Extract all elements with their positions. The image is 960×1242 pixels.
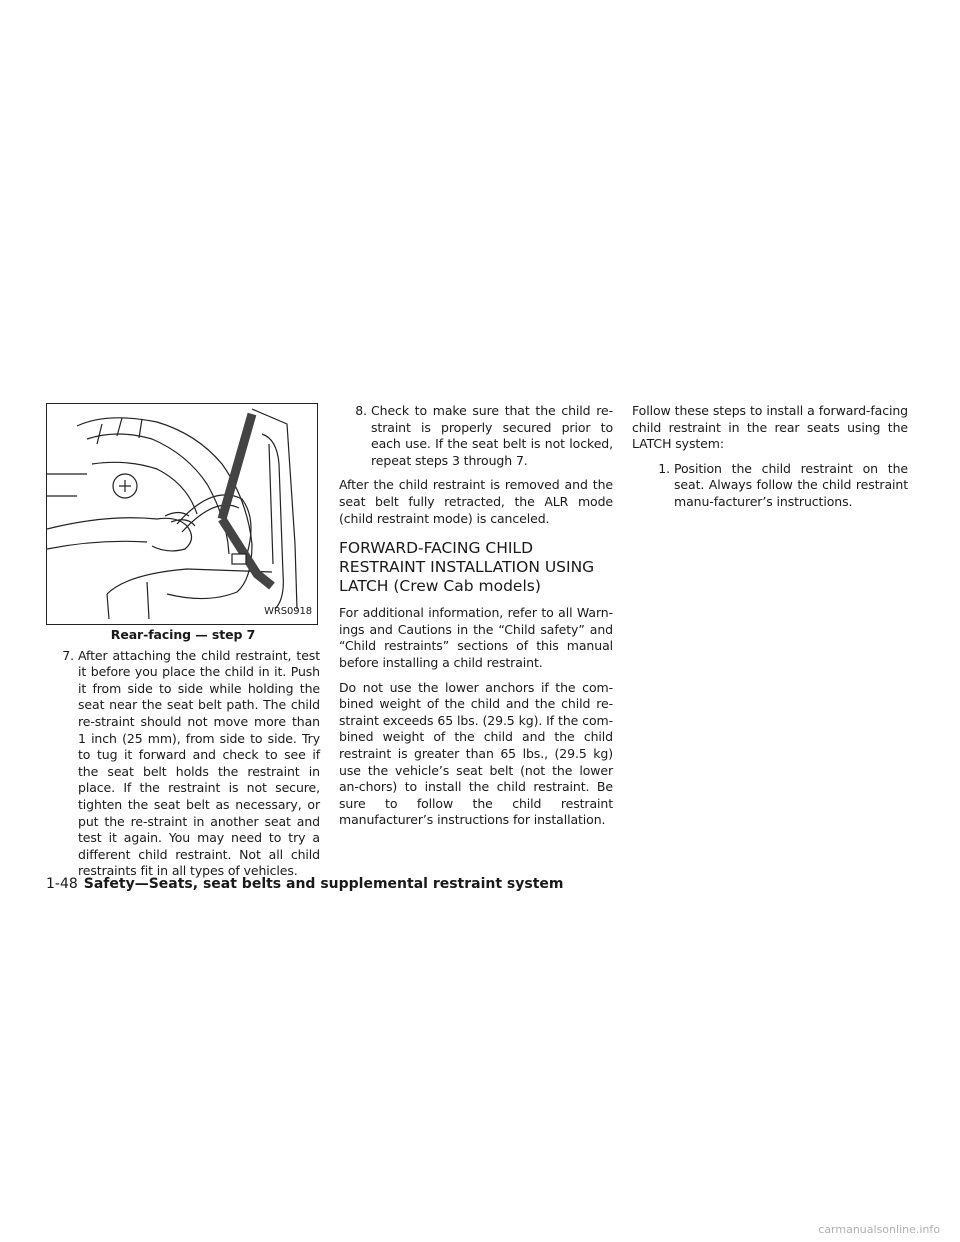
child-seat-drawing xyxy=(47,404,316,623)
column-1 xyxy=(46,403,320,888)
paragraph-additional-info: For additional information, refer to all Warn-ings and Cautions in the “Child safety” and “Child restraints” sections of this manual before installing a child restraint. xyxy=(339,605,613,670)
paragraph-alr-canceled: After the child restraint is removed and the seat belt fully retracted, the ALR mode (child restraint mode) is canceled. xyxy=(339,477,613,526)
step-number: 7. xyxy=(62,647,74,663)
step-number: 1. xyxy=(658,460,670,476)
figure-caption: Rear-facing — step 7 xyxy=(110,627,256,642)
column-2 xyxy=(339,403,613,837)
step-text: Check to make sure that the child re-straint is properly secured prior to each use. If the seat belt is not locked, repeat steps 3 through 7. xyxy=(371,403,613,468)
section-heading: FORWARD-FACING CHILD RESTRAINT INSTALLATION USING LATCH (Crew Cab models) xyxy=(339,539,595,596)
section-title: Safety—Seats, seat belts and supplemental restraint system xyxy=(83,876,564,892)
watermark: carmanualsonline.info xyxy=(818,1223,940,1236)
step-text: After attaching the child restraint, test it before you place the child in it. Push it from side to side while holding the seat near the seat belt path. The child re-straint should not move more than 1 inch (25 mm), from side to side. Try to tug it forward and check to see if the seat belt holds the restraint in place. If the restraint is not secure, tighten the seat belt as necessary, or put the re-straint in another seat and test it again. You may need to try a different child restraint. Not all child restraints fit in all types of vehicles. xyxy=(78,647,320,879)
step-7 xyxy=(46,648,320,880)
column-3 xyxy=(632,403,908,519)
step-1 xyxy=(632,461,908,511)
step-8 xyxy=(339,403,613,469)
step-text: Position the child restraint on the seat. Always follow the child restraint manu-facturer’s instructions. xyxy=(674,460,908,509)
step-number: 8. xyxy=(355,403,367,418)
page-number: 1-48 xyxy=(46,876,78,892)
figure-code: WRS0918 xyxy=(264,606,312,618)
rear-facing-step7-illustration xyxy=(46,403,318,625)
paragraph-intro: Follow these steps to install a forward-facing child restraint in the rear seats using the LATCH system: xyxy=(632,403,908,452)
paragraph-lower-anchors: Do not use the lower anchors if the com-bined weight of the child and the child re-straint exceeds 65 lbs. (29.5 kg). If the com-bined weight of the child and the child restraint is greater than 65 lbs., (29.5 kg) use the vehicle’s seat belt (not the lower an-chors) to install the child restraint. Be sure to follow the child restraint manufacturer’s instructions for installation. xyxy=(339,679,613,828)
page-footer xyxy=(46,876,564,892)
